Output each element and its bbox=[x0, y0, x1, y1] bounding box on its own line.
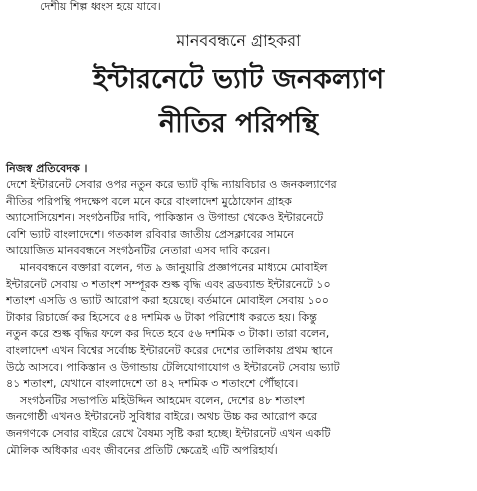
body-line: বাংলাদেশ এখন বিশ্বের সর্বোচ্চ ইন্টারনেট করের দেশের তালিকায় প্রথম স্থানে bbox=[6, 343, 333, 357]
main-headline-line-1: ইন্টারনেটে ভ্যাট জনকল্যাণ bbox=[92, 64, 385, 95]
main-headline-line-2: নীতির পরিপন্থি bbox=[159, 108, 318, 139]
body-line: নতুন করে শুল্ক বৃদ্ধির ফলে কর দিতে হবে ৫৬ দশমিক ৩ টাকা। তারা বলেন, bbox=[6, 327, 330, 341]
previous-article-tail: দেশীয় শিল্প ধ্বংস হয়ে যাবে। bbox=[40, 0, 161, 13]
article-body bbox=[6, 177, 468, 459]
body-line: উঠে আসবে। পাকিস্তান ও উগান্ডায় টেলিযোগাযোগ ও ইন্টারনেট সেবায় ভ্যাট bbox=[6, 360, 340, 374]
body-line: দেশে ইন্টারনেট সেবার ওপর নতুন করে ভ্যাট বৃদ্ধি ন্যায়বিচার ও জনকল্যাণের bbox=[6, 178, 337, 191]
body-line: ৪১ শতাংশ, যেখানে বাংলাদেশে তা ৪২ দশমিক ৩ শতাংশে পৌঁছাবে। bbox=[6, 377, 299, 391]
body-line: সংগঠনটির সভাপতি মহিউদ্দিন আহমেদ বলেন, দেশের ৪৮ শতাংশ bbox=[20, 393, 305, 407]
body-line: অ্যাসোসিয়েশন। সংগঠনটির দাবি, পাকিস্তান ও উগান্ডা থেকেও ইন্টারনেটে bbox=[6, 211, 324, 225]
body-line: জনগণকে সেবার বাইরে রেখে বৈষম্য সৃষ্টি করা হচ্ছে। ইন্টারনেট এখন একটি bbox=[6, 426, 331, 440]
body-line: আয়োজিত মানববন্ধনে সংগঠনটির নেতারা এসব দাবি করেন। bbox=[6, 244, 271, 258]
body-line: জনগোষ্ঠী এখনও ইন্টারনেট সুবিধার বাইরে। অথচ উচ্চ কর আরোপ করে bbox=[6, 410, 318, 424]
body-line: টাকার রিচার্জে কর হিসেবে ৫৪ দশমিক ৬ টাকা পরিশোধ করতে হয়। কিন্তু bbox=[6, 310, 317, 324]
body-line: মৌলিক অধিকার এবং জীবনের প্রতিটি ক্ষেত্রেই এটি অপরিহার্য। bbox=[6, 443, 278, 457]
byline: নিজস্ব প্রতিবেদক । bbox=[6, 162, 88, 175]
body-line: ইন্টারনেট সেবায় ৩ শতাংশ সম্পূরক শুল্ক বৃদ্ধি এবং ব্রডব্যান্ড ইন্টারনেটে ১০ bbox=[6, 277, 331, 291]
body-line: নীতির পরিপন্থি পদক্ষেপ বলে মনে করে বাংলাদেশ মুঠোফোন গ্রাহক bbox=[6, 194, 292, 208]
body-line: বেশি ভ্যাট বাংলাদেশে। গতকাল রবিবার জাতীয় প্রেসক্লাবের সামনে bbox=[6, 227, 294, 241]
body-line: শতাংশ এসডি ও ভ্যাট আরোপ করা হয়েছে। বর্তমানে মোবাইল সেবায় ১০০ bbox=[6, 294, 329, 308]
kicker-headline: মানববন্ধনে গ্রাহকরা bbox=[176, 31, 301, 50]
body-line: মানববন্ধনে বক্তারা বলেন, গত ৯ জানুয়ারি প্রজ্ঞাপনের মাধ্যমে মোবাইল bbox=[20, 260, 328, 274]
